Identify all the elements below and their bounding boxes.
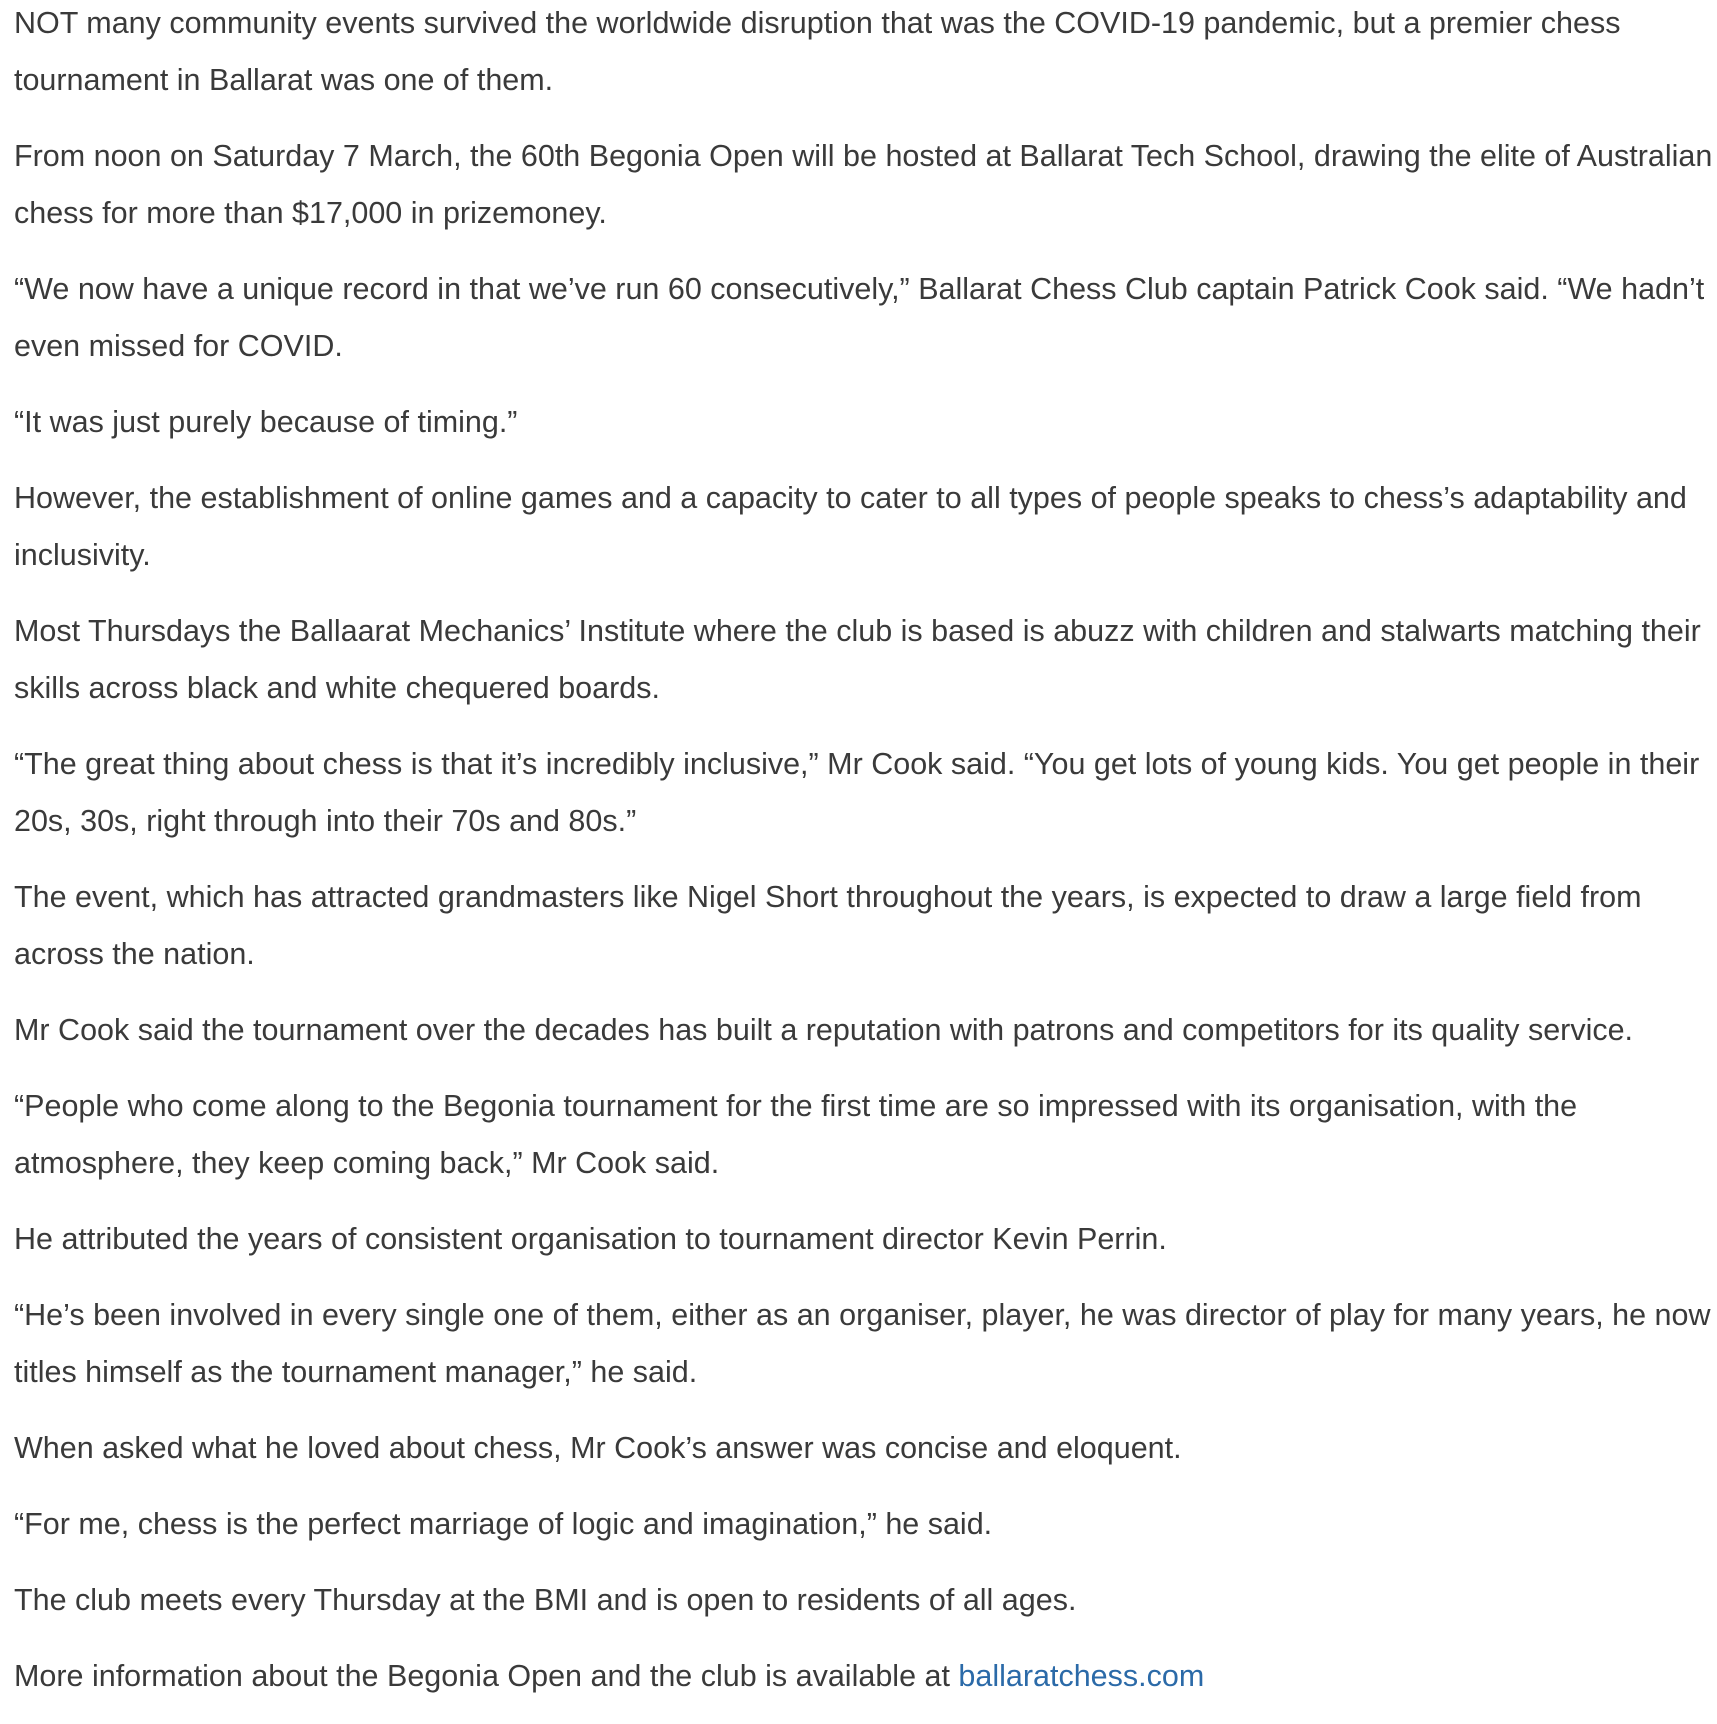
article-paragraph-13: When asked what he loved about chess, Mr Cook’s answer was concise and eloquent. [14, 1431, 1182, 1465]
article-paragraph-15: The club meets every Thursday at the BMI and is open to residents of all ages. [14, 1583, 1077, 1617]
article-paragraph-2: From noon on Saturday 7 March, the 60th Begonia Open will be hosted at Ballarat Tech School, drawing the elite of Australian chess for more than $17,000 in prizemoney. [14, 139, 1713, 230]
article-paragraph-3: “We now have a unique record in that we’ve run 60 consecutively,” Ballarat Chess Club captain Patrick Cook said. “We hadn’t even missed for COVID. [14, 272, 1705, 363]
article-paragraph-8: The event, which has attracted grandmasters like Nigel Short throughout the years, is expected to draw a large field from across the nation. [14, 880, 1642, 971]
article-paragraph-14: “For me, chess is the perfect marriage of logic and imagination,” he said. [14, 1507, 993, 1541]
article-paragraph-16 [14, 1648, 1714, 1705]
article-paragraph-12: “He’s been involved in every single one of them, either as an organiser, player, he was director of play for many years, he now titles himself as the tournament manager,” he said. [14, 1298, 1711, 1389]
article-paragraph-9: Mr Cook said the tournament over the decades has built a reputation with patrons and competitors for its quality service. [14, 1013, 1634, 1047]
article-paragraph-11: He attributed the years of consistent organisation to tournament director Kevin Perrin. [14, 1222, 1167, 1256]
article-body [14, 0, 1714, 1724]
more-info-text: More information about the Begonia Open and the club is available at [14, 1659, 959, 1693]
article-paragraph-5: However, the establishment of online games and a capacity to cater to all types of people speaks to chess’s adaptability and inclusivity. [14, 481, 1687, 572]
article-paragraph-1: NOT many community events survived the worldwide disruption that was the COVID-19 pandemic, but a premier chess tournament in Ballarat was one of them. [14, 6, 1621, 97]
article-paragraph-7: “The great thing about chess is that it’s incredibly inclusive,” Mr Cook said. “You get lots of young kids. You get people in their 20s, 30s, right through into their 70s and 80s.” [14, 747, 1700, 838]
ballaratchess-link[interactable]: ballaratchess.com [958, 1659, 1205, 1693]
article-paragraph-10: “People who come along to the Begonia tournament for the first time are so impressed with its organisation, with the atmosphere, they keep coming back,” Mr Cook said. [14, 1089, 1578, 1180]
article-paragraph-4: “It was just purely because of timing.” [14, 405, 518, 439]
article-paragraph-6: Most Thursdays the Ballaarat Mechanics’ Institute where the club is based is abuzz with children and stalwarts matching their skills across black and white chequered boards. [14, 614, 1701, 705]
